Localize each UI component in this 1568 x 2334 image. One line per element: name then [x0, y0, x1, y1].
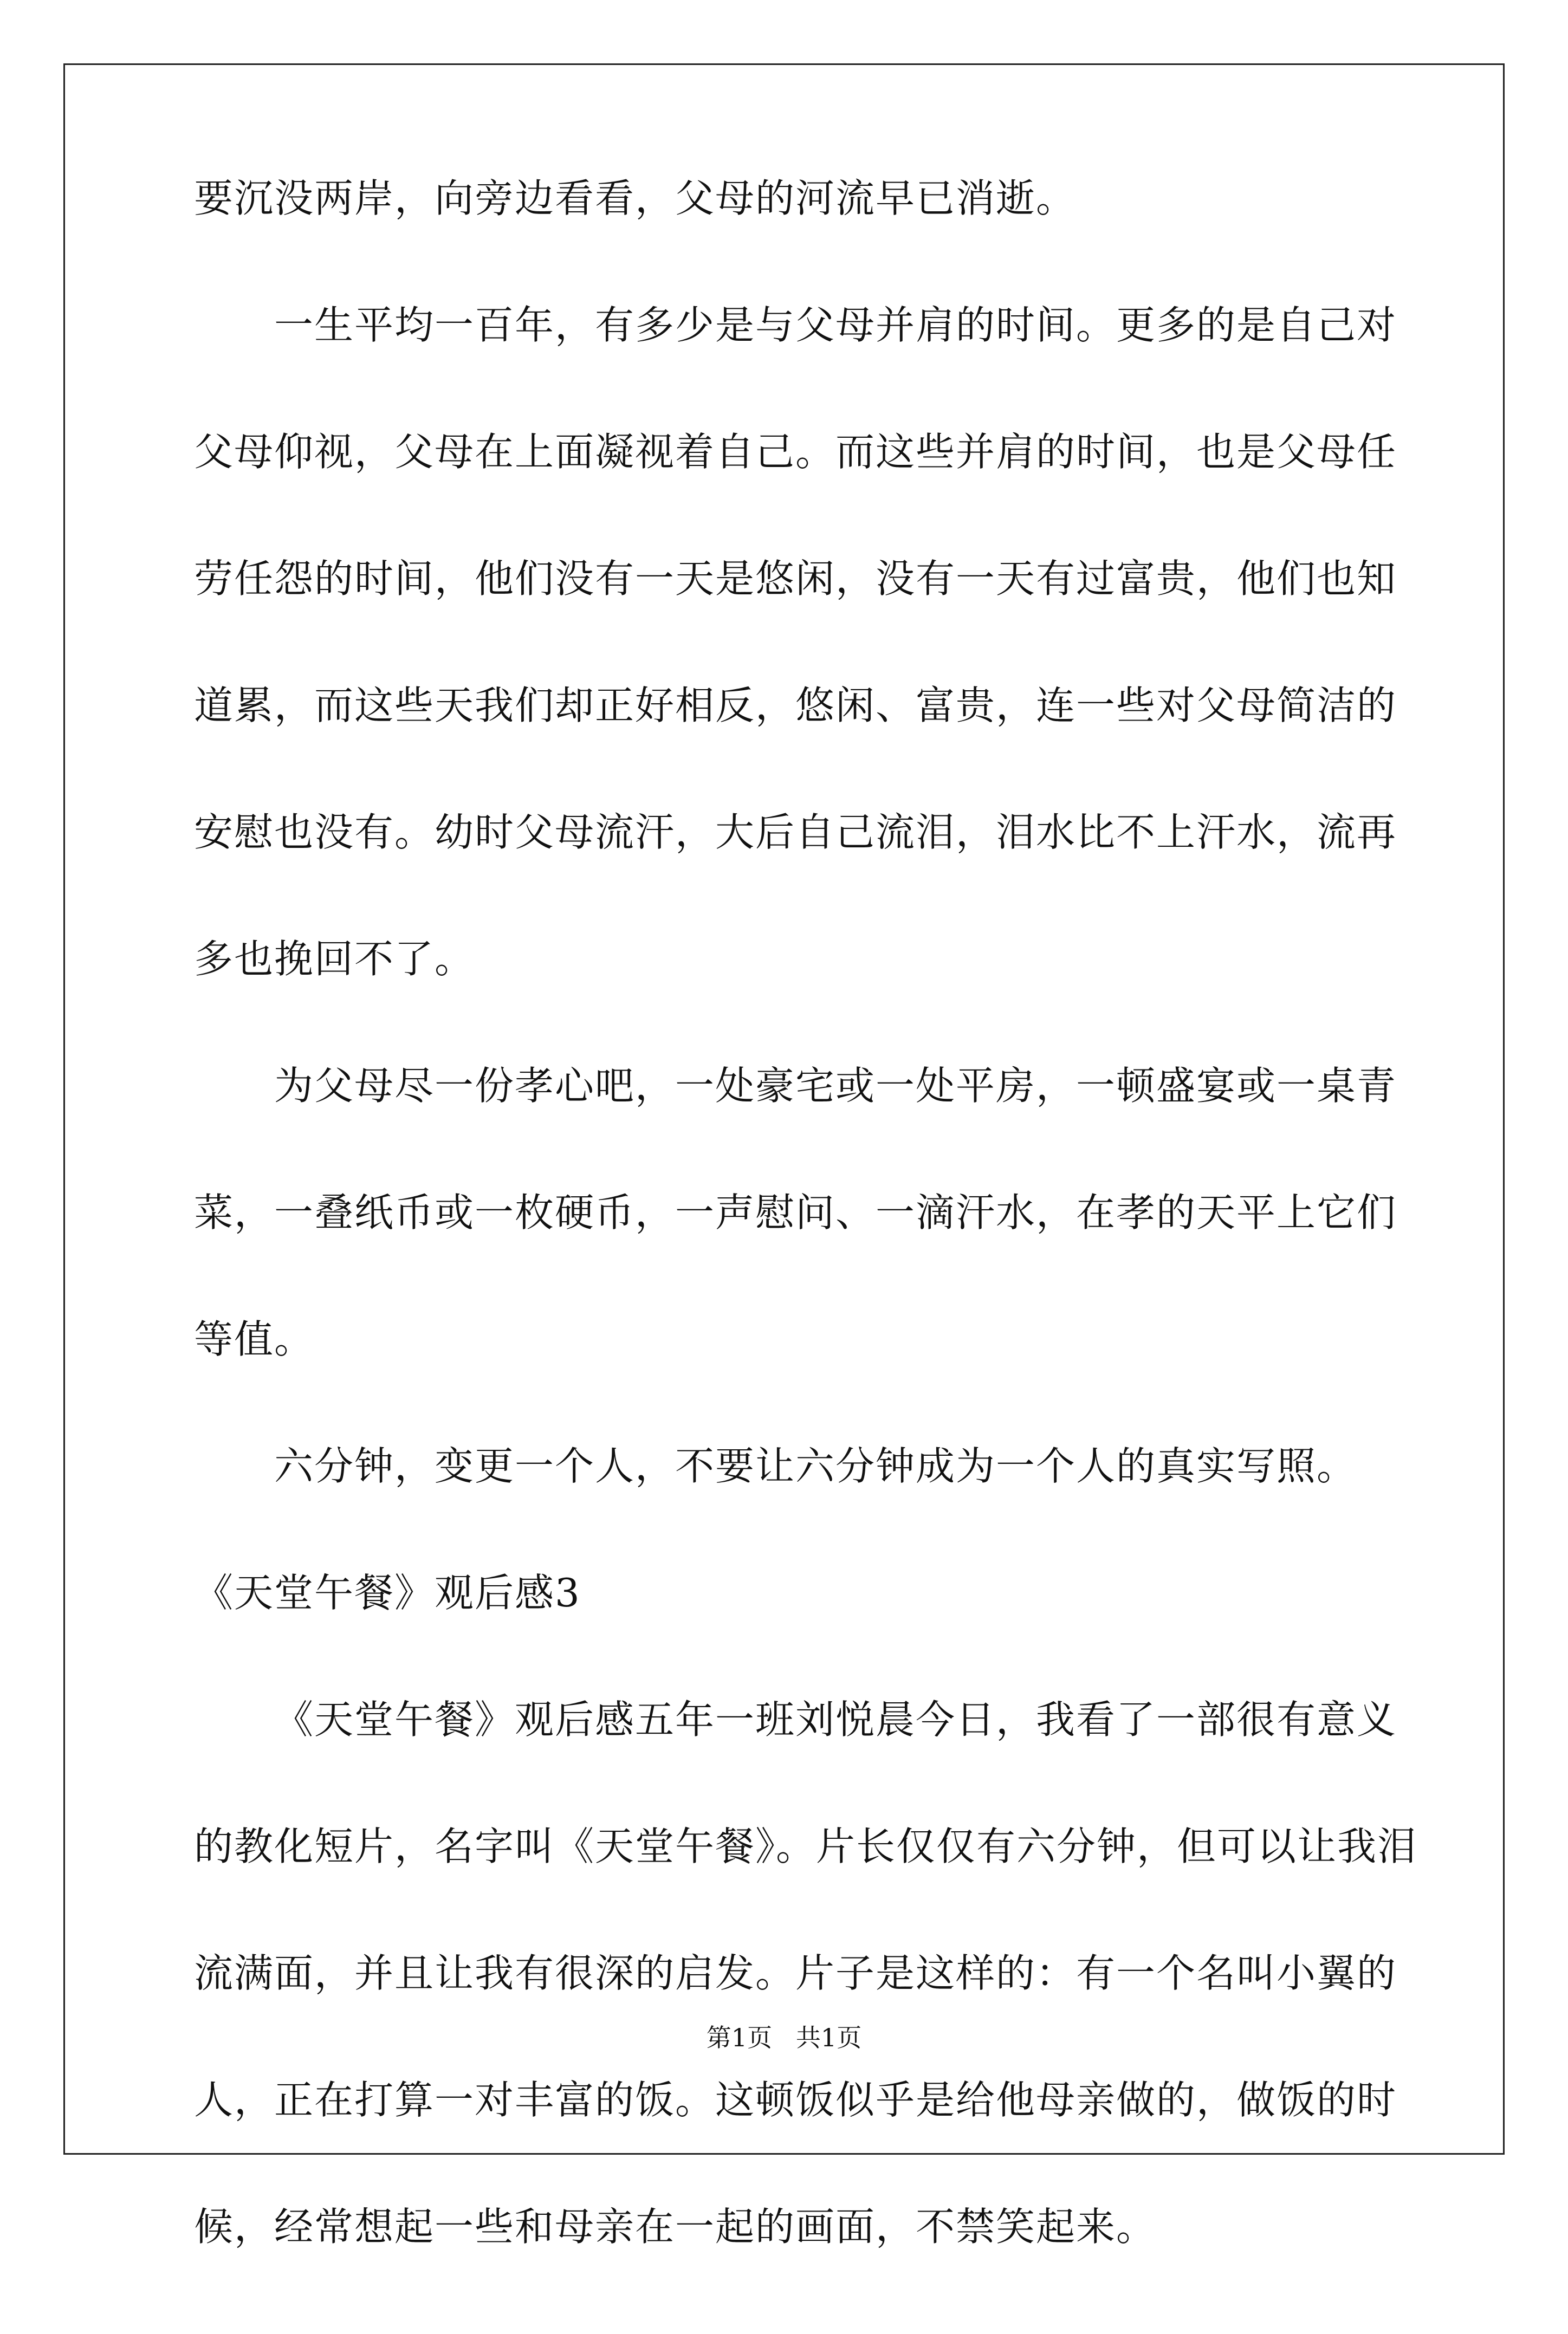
text-line: 的教化短片，名字叫《天堂午餐》。片长仅仅有六分钟，但可以让我泪	[194, 1824, 1418, 1869]
text-line: 候，经常想起一些和母亲在一起的画面，不禁笑起来。	[194, 2204, 1157, 2249]
text-line: 道累，而这些天我们却正好相反，悠闲、富贵，连一些对父母简洁的	[194, 683, 1397, 728]
text-line: 《天堂午餐》观后感五年一班刘悦晨今日，我看了一部很有意义	[274, 1697, 1397, 1742]
text-line: 六分钟，变更一个人，不要让六分钟成为一个人的真实写照。	[274, 1443, 1357, 1489]
section-heading: 《天堂午餐》观后感3	[194, 1570, 581, 1616]
text-line: 人，正在打算一对丰富的饭。这顿饭似乎是给他母亲做的，做饭的时	[194, 2077, 1397, 2123]
text-line: 菜，一叠纸币或一枚硬币，一声慰问、一滴汗水，在孝的天平上它们	[194, 1190, 1397, 1235]
text-line: 等值。	[194, 1317, 315, 1362]
text-line: 流满面，并且让我有很深的启发。片子是这样的：有一个名叫小翼的	[194, 1950, 1397, 1996]
text-line: 多也挽回不了。	[194, 936, 475, 982]
document-body	[194, 176, 1418, 2334]
text-line: 安慰也没有。幼时父母流汗，大后自己流泪，泪水比不上汗水，流再	[194, 809, 1397, 855]
text-line: 劳任怨的时间，他们没有一天是悠闲，没有一天有过富贵，他们也知	[194, 556, 1397, 601]
text-line: 为父母尽一份孝心吧，一处豪宅或一处平房，一顿盛宴或一桌青	[274, 1063, 1397, 1108]
text-line: 父母仰视，父母在上面凝视着自己。而这些并肩的时间，也是父母任	[194, 429, 1397, 475]
text-line: 一生平均一百年，有多少是与父母并肩的时间。更多的是自己对	[274, 302, 1397, 348]
text-line: 要沉没两岸，向旁边看看，父母的河流早已消逝。	[194, 176, 1077, 221]
page-number-footer: 第1页 共1页	[706, 2023, 862, 2052]
